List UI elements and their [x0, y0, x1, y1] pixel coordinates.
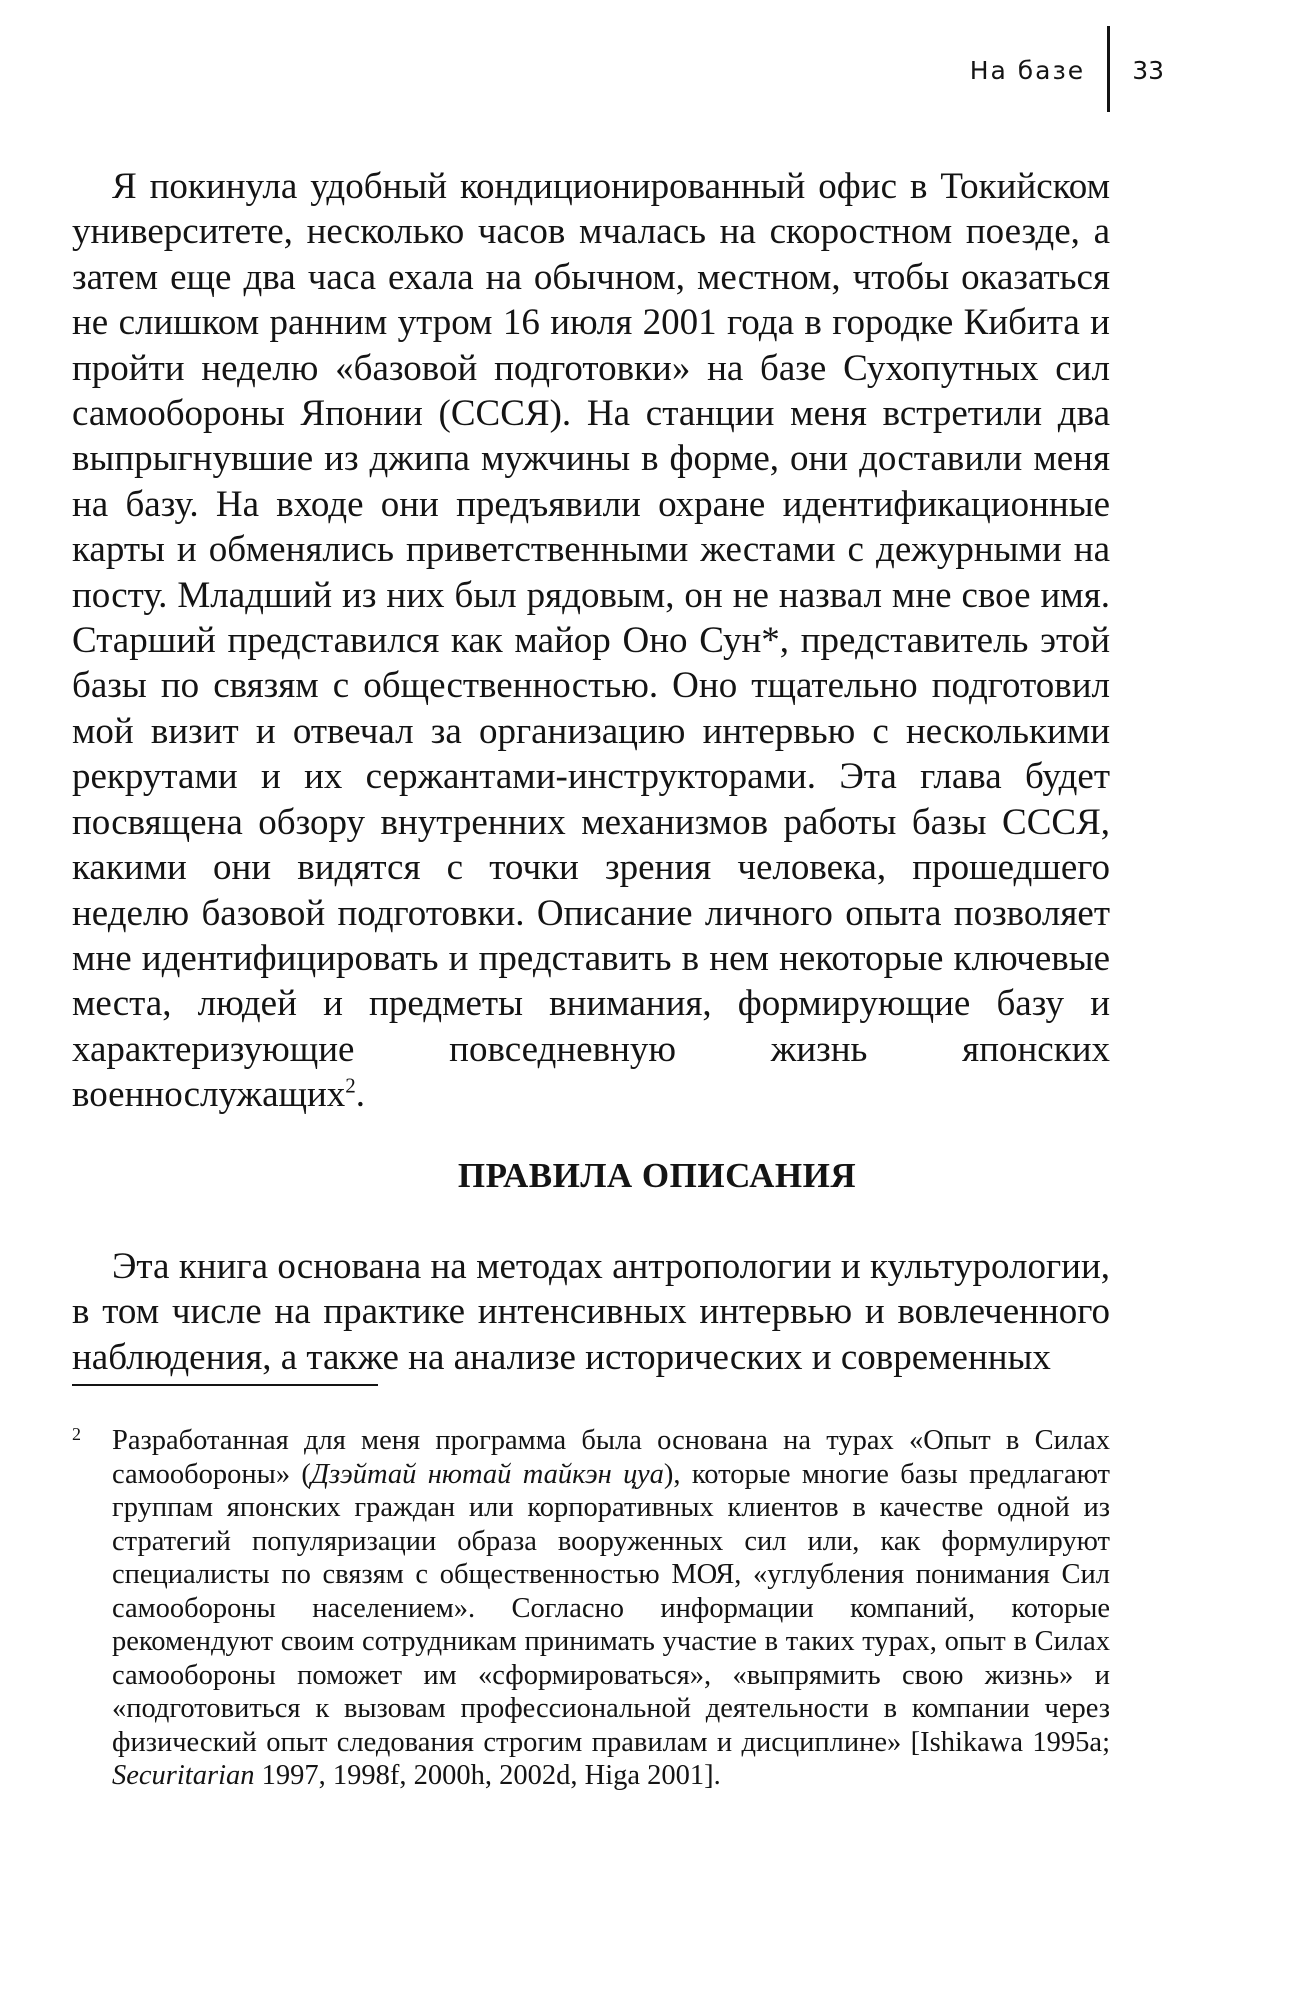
running-title: На базе: [969, 56, 1086, 85]
running-header: [970, 52, 1164, 142]
footnote: [72, 1424, 1111, 1793]
paragraph-1-end: .: [355, 1074, 366, 1116]
footnote-text-2: ), которые многие базы предлагают группам японских граждан или корпоративных клиентов в качестве одной из стратегий популяризации образа вооруженных сил или, как формулируют специалисты по связям с общественностью МОЯ, «углубления понимания Сил самообороны населением». Согласно информации компаний, которые рекомендуют своим сотрудникам принимать участие в таких турах, опыт в Силах самообороны поможет им «сформироваться», «выпрямить свою жизнь» и «подготовиться к вызовам профессиональной деятельности в компании через физический опыт следования строгим правилам и дисциплине» [Ishikawa 1995a;: [112, 1458, 1111, 1758]
footnote-divider: [72, 1384, 378, 1386]
section-heading: ПРАВИЛА ОПИСАНИЯ: [457, 1156, 857, 1195]
footnote-text-1: Разработанная для меня программа была основана на турах «Опыт в Силах самообороны» (: [112, 1425, 1110, 1490]
footnote-italic-term: Дзэйтай нютай тайкэн цуа: [310, 1458, 664, 1490]
footnote-reference: 2: [345, 1073, 356, 1098]
body-paragraph-1: [72, 164, 1110, 1118]
body-paragraph-2: Эта книга основана на методах антропологии и культурологии, в том числе на практике интенсивных интервью и вовлеченного наблюдения, а также на анализе исторических и современных: [72, 1246, 1110, 1378]
footnote-mark: 2: [72, 1424, 81, 1444]
paragraph-1-text: Я покинула удобный кондиционированный офис в Токийском университете, несколько часов мчалась на скоростном поезде, а затем еще два часа ехала на обычном, местном, чтобы оказаться не слишком ранним утром 16 июля 2001 года в городке Кибита и пройти неделю «базовой подготовки» на базе Сухопутных сил самообороны Японии (СССЯ). На станции меня встретили два выпрыгнувшие из джипа мужчины в форме, они доставили меня на базу. На входе они предъявили охране идентификационные карты и обменялись приветственными жестами с дежурными на посту. Младший из них был рядовым, он не назвал мне свое имя. Старший представился как майор Оно Сун*, представитель этой базы по связям с общественностью. Оно тщательно подготовил мой визит и отвечал за организацию интервью с несколькими рекрутами и их сержантами-инструкторами. Эта глава будет посвящена обзору внутренних механизмов работы базы СССЯ, какими они видятся с точки зрения человека, прошедшего неделю базовой подготовки. Описание личного опыта позволяет мне идентифицировать и представить в нем некоторые ключевые места, людей и предметы внимания, формирующие базу и характеризующие повседневную жизнь японских военнослужащих: [72, 166, 1110, 1116]
footnote-italic-source: Securitarian: [112, 1760, 255, 1791]
page-number: 33: [1132, 56, 1164, 85]
footnote-text-3: 1997, 1998f, 2000h, 2002d, Higa 2001].: [254, 1760, 721, 1791]
